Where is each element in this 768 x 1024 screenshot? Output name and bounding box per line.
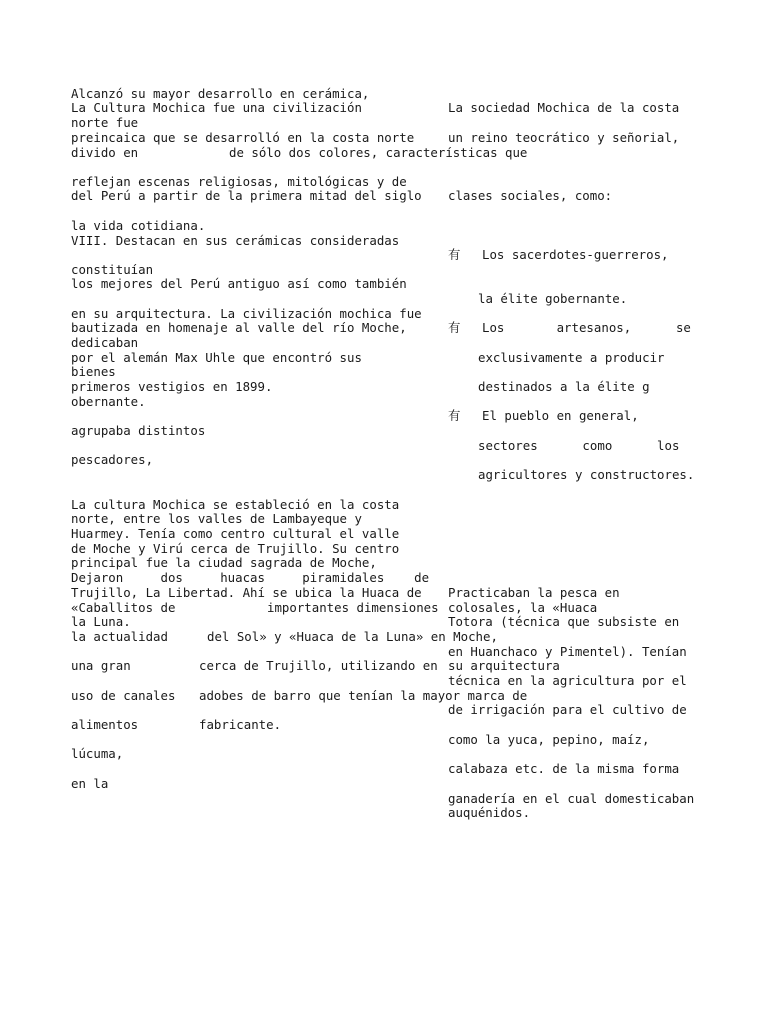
text-line: Trujillo, La Libertad. Ahí se ubica la Huaca de bbox=[71, 585, 422, 600]
text-line: ganadería en el cual domesticaban bbox=[448, 791, 695, 806]
text-line: una gran bbox=[71, 658, 131, 673]
text-line: Practicaban la pesca en bbox=[448, 585, 620, 600]
text-line: obernante. bbox=[71, 394, 146, 409]
text-line: La sociedad Mochica de la costa bbox=[448, 100, 680, 115]
text-line: El pueblo en general, bbox=[482, 408, 639, 423]
text-line: los mejores del Perú antiguo así como también bbox=[71, 276, 407, 291]
text-line: pescadores, bbox=[71, 452, 154, 467]
text-line: un reino teocrático y señorial, bbox=[448, 130, 680, 145]
text-line: reflejan escenas religiosas, mitológicas y de bbox=[71, 174, 407, 189]
text-line: colosales, la «Huaca bbox=[448, 600, 598, 615]
text-line: bienes bbox=[71, 364, 116, 379]
text-line: La Cultura Mochica fue una civilización bbox=[71, 100, 362, 115]
text-line: del Perú a partir de la primera mitad del siglo bbox=[71, 188, 422, 203]
text-line: Huarmey. Tenía como centro cultural el valle bbox=[71, 526, 400, 541]
text-line: la actualidad bbox=[71, 629, 168, 644]
text-line: Dejaron dos huacas piramidales de bbox=[71, 570, 430, 585]
text-line: Totora (técnica que subsiste en bbox=[448, 614, 680, 629]
bullet-glyph: 有 bbox=[448, 247, 461, 262]
text-line: dedicaban bbox=[71, 335, 139, 350]
text-line: Los sacerdotes-guerreros, bbox=[482, 247, 669, 262]
text-line: fabricante. bbox=[199, 717, 282, 732]
text-line: Alcanzó su mayor desarrollo en cerámica, bbox=[71, 86, 370, 101]
text-line: auquénidos. bbox=[448, 805, 531, 820]
text-line: de Moche y Virú cerca de Trujillo. Su centro bbox=[71, 541, 400, 556]
text-line: de irrigación para el cultivo de bbox=[448, 702, 687, 717]
text-line: clases sociales, como: bbox=[448, 188, 613, 203]
text-line: de sólo dos colores, características que bbox=[229, 145, 528, 160]
text-line: agricultores y constructores. bbox=[478, 467, 695, 482]
bullet-glyph: 有 bbox=[448, 408, 461, 423]
text-line: en su arquitectura. La civilización mochica fue bbox=[71, 306, 422, 321]
text-line: alimentos bbox=[71, 717, 139, 732]
text-line: como la yuca, pepino, maíz, bbox=[448, 732, 650, 747]
text-line: principal fue la ciudad sagrada de Moche, bbox=[71, 555, 377, 570]
text-line: importantes dimensiones bbox=[267, 600, 439, 615]
text-line: VIII. Destacan en sus cerámicas consideradas bbox=[71, 233, 400, 248]
text-line: su arquitectura bbox=[448, 658, 560, 673]
text-line: cerca de Trujillo, utilizando en bbox=[199, 658, 438, 673]
text-line: por el alemán Max Uhle que encontró sus bbox=[71, 350, 362, 365]
text-line: La cultura Mochica se estableció en la costa bbox=[71, 497, 400, 512]
text-line: lúcuma, bbox=[71, 746, 124, 761]
text-line: sectores como los bbox=[478, 438, 680, 453]
text-line: en Huanchaco y Pimentel). Tenían bbox=[448, 644, 687, 659]
text-line: exclusivamente a producir bbox=[478, 350, 665, 365]
text-line: Los artesanos, se bbox=[482, 320, 691, 335]
text-line: calabaza etc. de la misma forma bbox=[448, 761, 680, 776]
text-line: del Sol» y «Huaca de la Luna» en Moche, bbox=[207, 629, 498, 644]
text-line: bautizada en homenaje al valle del río Moche, bbox=[71, 320, 407, 335]
text-line: norte, entre los valles de Lambayeque y bbox=[71, 511, 362, 526]
text-line: norte fue bbox=[71, 115, 139, 130]
text-line: destinados a la élite g bbox=[478, 379, 650, 394]
text-line: la Luna. bbox=[71, 614, 131, 629]
text-line: la élite gobernante. bbox=[478, 291, 628, 306]
text-line: «Caballitos de bbox=[71, 600, 176, 615]
text-line: la vida cotidiana. bbox=[71, 218, 206, 233]
text-line: agrupaba distintos bbox=[71, 423, 206, 438]
text-line: constituían bbox=[71, 262, 154, 277]
text-line: preincaica que se desarrolló en la costa norte bbox=[71, 130, 415, 145]
text-line: en la bbox=[71, 776, 109, 791]
text-line: divido en bbox=[71, 145, 139, 160]
text-line: primeros vestigios en 1899. bbox=[71, 379, 273, 394]
bullet-glyph: 有 bbox=[448, 320, 461, 335]
text-line: adobes de barro que tenían la mayor marca de bbox=[199, 688, 528, 703]
text-line: uso de canales bbox=[71, 688, 176, 703]
text-line: técnica en la agricultura por el bbox=[448, 673, 687, 688]
